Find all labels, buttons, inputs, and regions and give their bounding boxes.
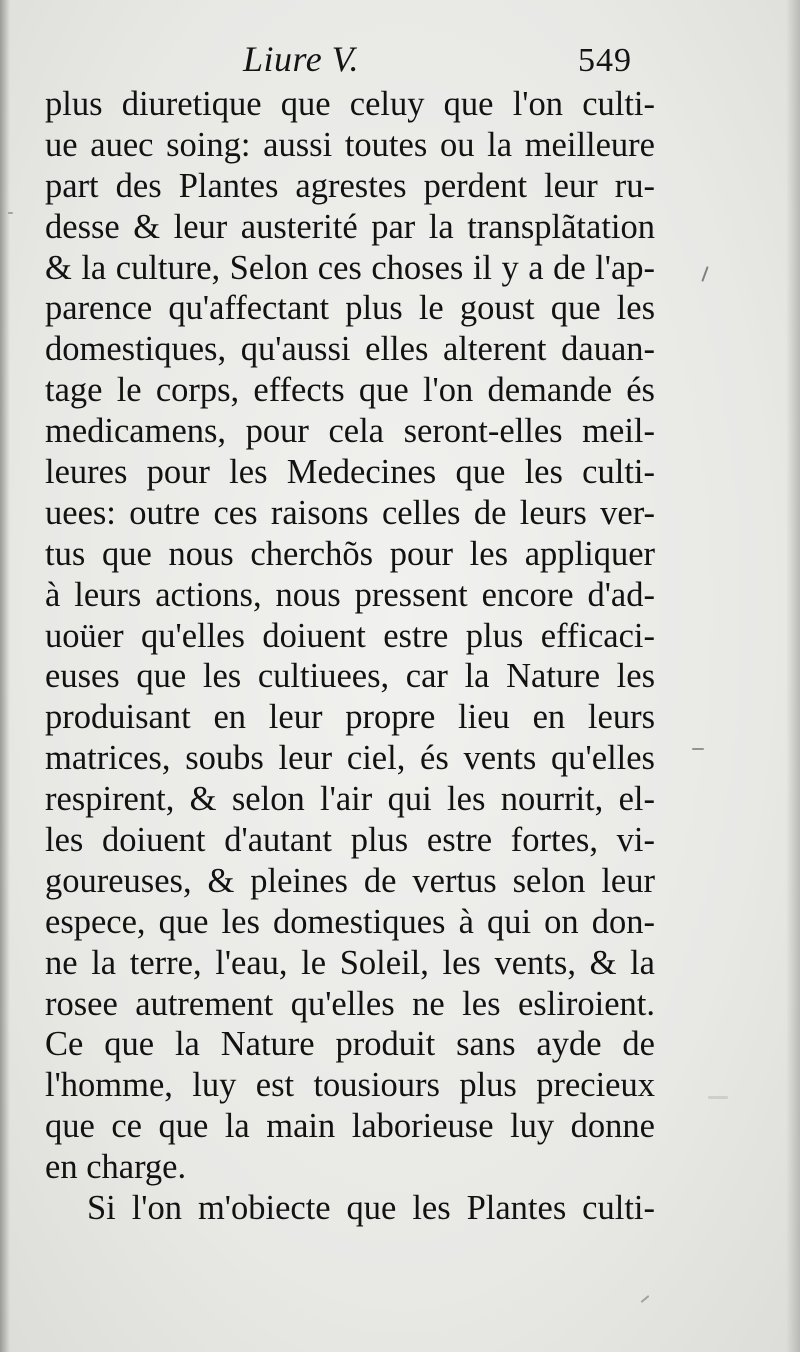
text-line-13: à leurs actions, nous pressent encore d'ad- — [45, 575, 655, 614]
text-line-17: matrices, soubs leur ciel, és vents qu'elles — [45, 739, 655, 778]
text-line-6: parence qu'affectant plus le goust que les — [45, 289, 655, 328]
text-line-12: tus que nous cherchõs pour les appliquer — [45, 534, 655, 573]
text-line-2: ue auec soing: aussi toutes ou la meilleure — [45, 125, 655, 164]
text-line-14: uoüer qu'elles doiuent estre plus efficaci- — [45, 616, 655, 655]
margin-speck — [692, 748, 704, 750]
margin-speck — [701, 266, 708, 282]
text-line-9: medicamens, pour cela seront-elles meil- — [45, 412, 655, 451]
text-line-10: leures pour les Medecines que les culti- — [45, 453, 655, 492]
text-line-23: rosee autrement qu'elles ne les esliroient. — [45, 984, 655, 1023]
margin-speck — [708, 1096, 728, 1099]
text-line-1: plus diuretique que celuy que l'on culti- — [45, 85, 655, 123]
text-line-4: desse & leur austerité par la transplãtation — [45, 207, 655, 246]
running-head: Liure V. — [243, 39, 360, 79]
text-line-22: ne la terre, l'eau, le Soleil, les vents, & la — [45, 943, 655, 982]
page-number: 549 — [578, 42, 632, 79]
margin-speck — [8, 212, 13, 214]
page-left-edge-shadow — [0, 0, 10, 1352]
text-line-26: que ce que la main laborieuse luy donne — [45, 1107, 655, 1146]
text-line-27: en charge. — [45, 1148, 187, 1187]
text-line-15: euses que les cultiuees, car la Nature les — [45, 657, 655, 696]
text-line-25: l'homme, luy est tousiours plus precieux — [45, 1066, 655, 1105]
page-header — [0, 38, 800, 88]
text-line-5: & la culture, Selon ces choses il y a de l'ap- — [45, 248, 655, 287]
text-line-7: domestiques, qu'aussi elles alterent dauan- — [45, 330, 655, 369]
text-line-20: goureuses, & pleines de vertus selon leur — [45, 861, 655, 900]
body-text — [45, 84, 655, 1229]
text-line-28: Si l'on m'obiecte que les Plantes culti- — [87, 1189, 655, 1228]
text-line-21: espece, que les domestiques à qui on don- — [45, 902, 655, 941]
text-line-24: Ce que la Nature produit sans ayde de — [45, 1025, 655, 1064]
margin-speck — [641, 1295, 650, 1303]
text-line-19: les doiuent d'autant plus estre fortes, vi- — [45, 821, 655, 860]
text-line-3: part des Plantes agrestes perdent leur ru- — [45, 166, 655, 205]
text-line-18: respirent, & selon l'air qui les nourrit, el- — [45, 780, 655, 819]
text-line-16: produisant en leur propre lieu en leurs — [45, 698, 655, 737]
text-line-11: uees: outre ces raisons celles de leurs ver- — [45, 493, 655, 532]
page-right-edge-shadow — [786, 0, 800, 1352]
text-line-8: tage le corps, effects que l'on demande és — [45, 371, 655, 410]
